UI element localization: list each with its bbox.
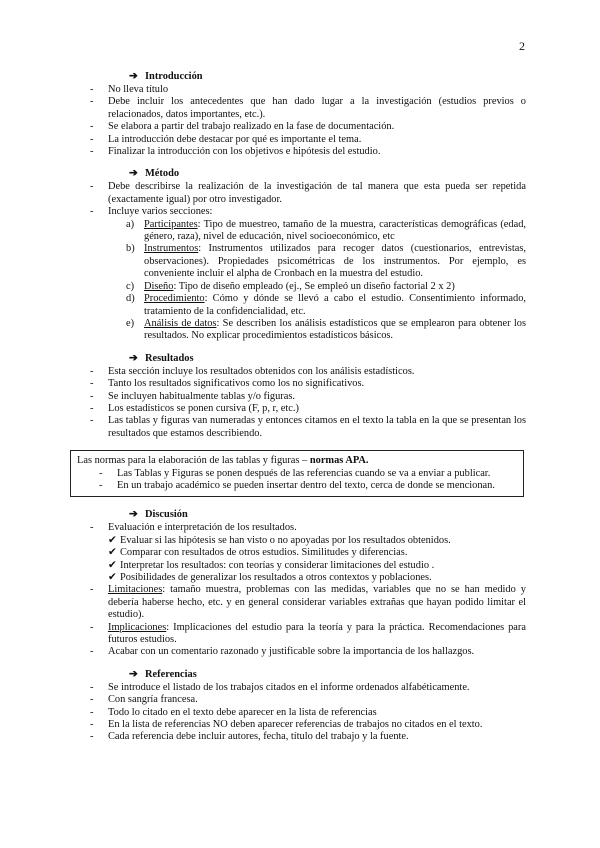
check-item: ✔ Comparar con resultados de otros estudios. Similitudes y diferencias.: [108, 547, 408, 559]
list-item: - Incluye varios secciones:: [90, 206, 213, 218]
sub-item-analisis: e) Análisis de datos: Se describen los análisis estadísticos que se emplearon para obtener los resultados. No explicar procedimientos estadísticos básicos.: [126, 317, 526, 342]
section-referencias: [0, 669, 600, 744]
list-item: - Las tablas y figuras van numeradas y entonces citamos en el texto la tabla en la que se presentan los resultados que estamos describiendo.: [90, 415, 526, 439]
list-item: - Se elabora a partir del trabajo realizado en la fase de documentación.: [90, 121, 395, 133]
list-item: - Los estadísticos se ponen cursiva (F, p, r, etc.): [90, 402, 299, 414]
arrow-icon: ➔: [129, 71, 138, 82]
heading-text: Discusión: [145, 509, 188, 521]
checkmark-icon: ✔: [108, 534, 117, 546]
list-item: - Esta sección incluye los resultados obtenidos con los análisis estadísticos.: [90, 365, 415, 377]
check-item: ✔ Posibilidades de generalizar los resultados a otros contextos y poblaciones.: [108, 572, 432, 583]
section-heading: [129, 669, 600, 682]
arrow-icon: ➔: [129, 668, 138, 680]
document-body: [0, 71, 600, 754]
list-item: - Se incluyen habitualmente tablas y/o figuras.: [90, 390, 295, 402]
sub-item-procedimiento: d) Procedimiento: Cómo y dónde se llevó a cabo el estudio. Consentimiento informado, tratamiento de la confidencialidad, etc.: [126, 293, 526, 317]
heading-text: Resultados: [145, 352, 194, 364]
arrow-icon: ➔: [129, 168, 138, 180]
page-number: 2: [519, 39, 525, 53]
list-item-implicaciones: - Implicaciones: Implicaciones del estudio para la teoría y para la práctica. Recomendaciones para futuros estudios.: [90, 621, 526, 646]
section-introduccion: [0, 71, 600, 158]
section-resultados: [0, 353, 600, 440]
list-item: - En la lista de referencias NO deben aparecer referencias de trabajos no citados en el texto.: [90, 719, 483, 731]
list-item: - En un trabajo académico se pueden insertar dentro del texto, cerca de donde se mencionan.: [99, 479, 495, 491]
checkmark-icon: ✔: [108, 572, 117, 583]
section-heading: [129, 509, 600, 522]
note-title: Las normas para la elaboración de las tablas y figuras – normas APA.: [77, 455, 369, 467]
heading-text: Referencias: [145, 668, 197, 680]
sub-item-participantes: a) Participantes: Tipo de muestreo, tamaño de la muestra, características demográficas (edad, género, raza), nivel de educación, nivel socioeconómico, etc: [126, 218, 526, 243]
list-item: - Las Tablas y Figuras se ponen después de las referencias cuando se va a enviar a publicar.: [99, 467, 491, 479]
list-item: - Se introduce el listado de los trabajos citados en el informe ordenados alfabéticamente.: [90, 681, 470, 693]
section-metodo: [0, 168, 600, 342]
list-item: - Todo lo citado en el texto debe aparecer en la lista de referencias: [90, 706, 377, 718]
checkmark-icon: ✔: [108, 559, 117, 571]
list-item: - La introducción debe destacar por qué es importante el tema.: [90, 133, 362, 145]
list-item-limitaciones: - Limitaciones: tamaño muestra, problemas con las medidas, variables que no se han medido y debería haberse hecho, etc. y en general considerar variables extrañas que hayan podido limitar el estudio).: [90, 584, 526, 621]
checkmark-icon: ✔: [108, 547, 117, 559]
section-heading: [129, 71, 600, 84]
section-heading: [129, 168, 600, 181]
check-item: ✔ Evaluar si las hipótesis se han visto o no apoyadas por los resultados obtenidos.: [108, 534, 451, 546]
check-item: ✔ Interpretar los resultados: con teorías y considerar limitaciones del estudio .: [108, 559, 435, 571]
arrow-icon: ➔: [129, 509, 138, 521]
list-item: - Finalizar la introducción con los objetivos e hipótesis del estudio.: [90, 146, 381, 158]
sub-item-instrumentos: b) Instrumentos: Instrumentos utilizados para recoger datos (cuestionarios, entrevistas, observaciones). Propiedades psicométricas de los instrumentos. Por ejemplo, es conveniente incluir el alpha de Cronbach en la muestra del estudio.: [126, 243, 526, 280]
list-item: - Tanto los resultados significativos como los no significativos.: [90, 378, 365, 390]
section-discusion: [0, 509, 600, 658]
list-item: - Cada referencia debe incluir autores, fecha, título del trabajo y la fuente.: [90, 731, 409, 743]
list-item: - Debe incluir los antecedentes que han dado lugar a la investigación (estudios previos o relacionados, datos importantes, etc.).: [90, 96, 526, 120]
list-item: - Debe describirse la realización de la investigación de tal manera que esta pueda ser repetida (exactamente igual) por otro investigador.: [90, 181, 526, 205]
section-heading: [129, 353, 600, 366]
list-item: - Acabar con un comentario razonado y justificable sobre la importancia de los hallazgos.: [90, 646, 475, 658]
arrow-icon: ➔: [129, 352, 138, 364]
heading-text: Método: [145, 168, 180, 180]
sub-item-diseno: c) Diseño: Tipo de diseño empleado (ej., Se empleó un diseño factorial 2 x 2): [126, 280, 455, 292]
list-item: - No lleva título: [90, 84, 169, 95]
list-item: - Evaluación e interpretación de los resultados.: [90, 522, 297, 534]
list-item: - Con sangría francesa.: [90, 694, 198, 706]
apa-note-box: [70, 450, 524, 497]
heading-text: Introducción: [145, 71, 203, 82]
